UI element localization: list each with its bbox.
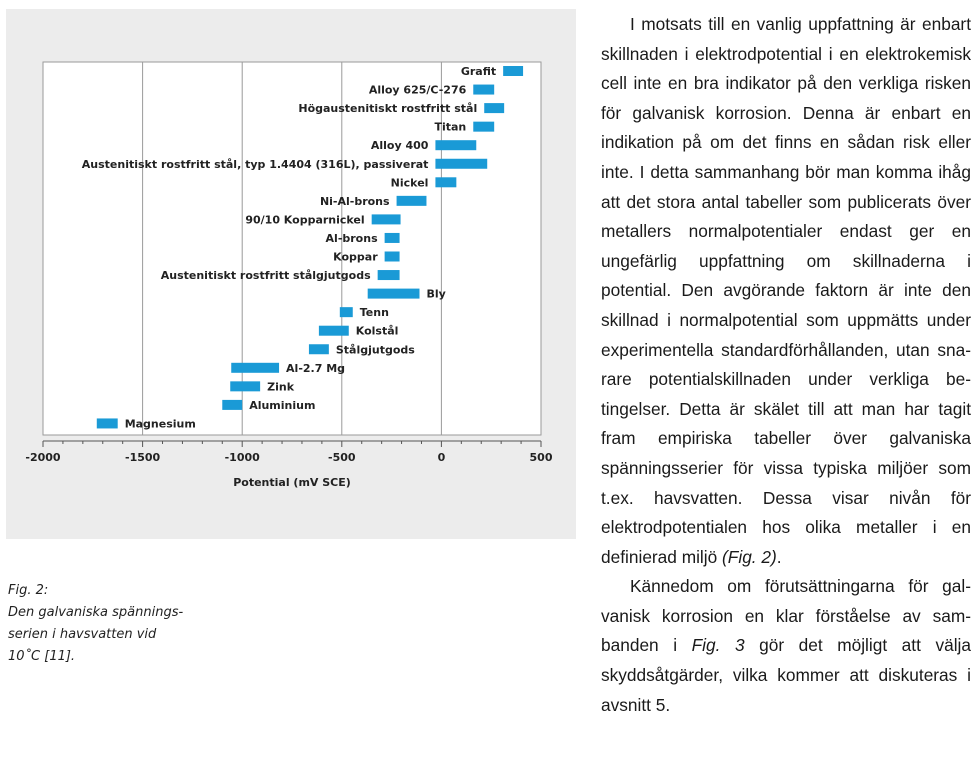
bar [222,400,242,410]
figure-reference: (Fig. 2) [722,546,777,567]
category-label: Kolstål [355,324,399,338]
category-label: Högaustenitiskt rostfritt stål [298,102,478,116]
bar [309,344,329,354]
category-label: Al-brons [325,231,378,245]
paragraph-1-end: . [776,546,782,567]
bar [340,307,353,317]
paragraph-2-text-b: gör det möjligt att välja skyddsåtgärder, vilka kommer att diskuteras i avsnitt 5. [601,635,971,715]
category-label: Tenn [359,306,389,320]
caption-line: serien i havsvatten vid [8,627,157,642]
bar [368,289,420,299]
category-label: Aluminium [249,398,316,412]
category-label: Koppar [333,250,378,264]
bar [231,363,279,373]
bar [397,196,427,206]
caption-line: Fig. 2: [8,583,49,598]
x-tick-label: -500 [328,451,356,464]
bar [473,85,494,95]
bar [372,214,401,224]
x-tick-label: -2000 [25,451,61,464]
category-label: Stålgjutgods [335,343,415,357]
bar [484,103,504,113]
x-tick-label: -1000 [224,451,260,464]
figure-reference: Fig. 3 [691,635,745,656]
bar [503,66,523,76]
bar [230,381,260,391]
category-label: Austenitiskt rostfritt stålgjutgods [160,269,371,283]
category-label: Magnesium [124,417,196,431]
paragraph-1 [601,10,971,572]
category-label: Grafit [460,65,497,78]
category-label: Bly [426,287,446,301]
figure-caption [8,580,228,668]
bar [435,177,456,187]
category-label: Alloy 625/C-276 [368,83,467,97]
bar [435,159,487,169]
caption-line: Den galvaniska spännings- [8,605,184,620]
galvanic-series-chart [6,9,576,539]
x-axis-title: Potential (mV SCE) [233,476,351,489]
category-label: Nickel [390,176,429,190]
category-label: Zink [267,380,295,394]
category-label: Ni-Al-brons [319,194,390,208]
bar [473,122,494,132]
caption-line: 10˚C [11]. [8,649,76,664]
bar [435,140,476,150]
bar [385,233,400,243]
bar [319,326,349,336]
paragraph-2-text-a: Kännedom om förutsättningarna för galvanisk korrosion en klar förståelse av sambanden i [601,576,971,656]
x-tick-label: 0 [437,451,446,464]
paragraph-1-text: I motsats till en vanlig uppfattning är enbart skillnaden i elektrodpotential i en elektrokemisk cell inte en bra indikator på den verkliga risken för galvanisk korrosion. Denna är enbart en indikation på om det finns en sådan risk eller inte. I detta sammanhang bör man komma ihåg att det stora antal tabeller som publicerats över metallers normalpotentialer endast ger en ungefärlig uppfattning om skillnaderna i potential. Den avgörande faktorn är inte den skillnad i normalpotential som uppmätts under experimentella standardförhållanden, utan snarare potentialskillnaden under verkliga betingelser. Detta är skälet till att man har tagit fram empiriska tabeller över galvaniska spänningsserier för vissa typiska miljöer som t.ex. havsvatten. Dessa visar nivån för elektrodpotentialen hos olika metaller i en definierad miljö [601,14,971,567]
x-tick-label: 500 [529,451,553,464]
category-label: Al-2.7 Mg [286,361,346,375]
x-tick-label: -1500 [125,451,161,464]
category-label: 90/10 Kopparnickel [245,213,365,227]
chart-panel [6,9,576,539]
category-label: Austenitiskt rostfritt stål, typ 1.4404 (316L), passiverat [81,157,429,171]
category-label: Alloy 400 [370,139,429,153]
category-label: Titan [434,120,467,134]
paragraph-2 [601,572,971,720]
plot-area [43,62,541,435]
x-axis-ticks [25,441,552,464]
bar [385,252,400,262]
body-text [601,10,971,720]
bar [97,418,118,428]
bar [378,270,400,280]
